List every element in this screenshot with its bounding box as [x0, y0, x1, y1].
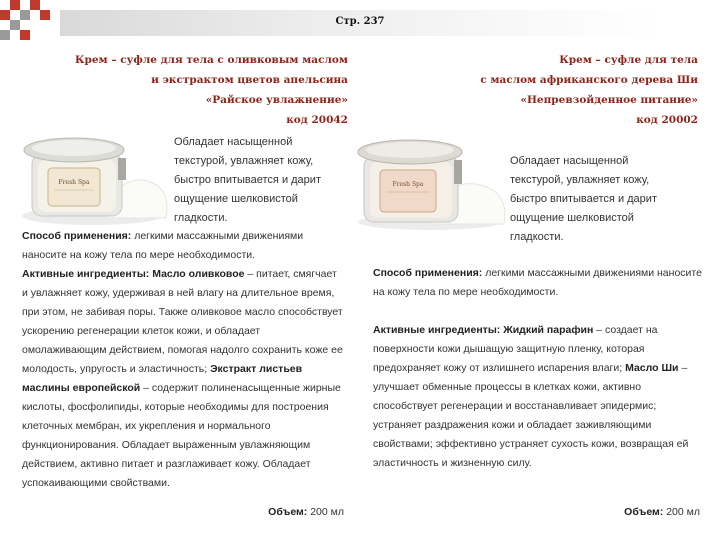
title-line: Крем – суфле для тела с оливковым маслом	[74, 54, 348, 66]
usage-text: легкими массажными движениями наносите на кожу тела по мере необходимости.	[373, 267, 702, 298]
ingredient2-name: Масло Ши	[625, 362, 679, 374]
title-line: «Непревзойденное питание»	[520, 94, 698, 106]
ingredient2-name: Экстракт листьев маслины европейской	[22, 363, 303, 394]
page-label: Стр. 237	[335, 16, 385, 27]
feature-text-right: Обладает насыщенной текстурой, увлажняет кожу, быстро впитывается и дарит ощущение шелковистой гладкости.	[510, 155, 657, 243]
product-title-right	[420, 50, 698, 130]
ingredients-label: Активные ингредиенты: Жидкий парафин	[373, 324, 594, 336]
product-title-left	[60, 50, 348, 130]
title-line: с маслом африканского дерева Ши	[480, 74, 698, 86]
usage-label: Способ применения:	[22, 230, 132, 242]
title-line: Крем – суфле для тела	[559, 54, 698, 66]
volume-value: 200 мл	[663, 506, 700, 518]
volume-value: 200 мл	[307, 506, 344, 518]
volume-left	[200, 506, 344, 518]
ingredients-text: – создает на поверхности кожи дышащую защитную пленку, которая предохраняет кожу от излишнего испарения влаги;	[373, 324, 658, 374]
ingredient2-text: – содержит полиненасыщенные жирные кислоты, фосфолипиды, которые необходимы для построения клеточных мембран, их укрепления и нормального функционирования. Обладает выраженным увлажняющим действием, активно питает и разглаживает кожу. Обладает успокаивающими свойствами.	[22, 382, 341, 489]
description-right	[373, 264, 703, 473]
title-line: код 20042	[286, 114, 348, 126]
ingredients-text: – питает, смягчает и увлажняет кожу, удерживая в ней влагу на длительное время, при этом, не забивая поры. Также оливковое масло способствует ускорению регенерации клеток кожи, и обладает омолаживающим действием, помогая надолго сохранить коже ее молодость, упругость и эластичность;	[22, 268, 343, 375]
description-left	[22, 227, 344, 493]
title-line: код 20002	[636, 114, 698, 126]
product-jar-image-left	[14, 128, 172, 228]
feature-text-left: Обладает насыщенной текстурой, увлажняет кожу, быстро впитывается и дарит ощущение шелковистой гладкости.	[174, 136, 321, 224]
jar-label-text: Fresh Spa	[58, 179, 90, 186]
paragraph-gap	[373, 302, 703, 321]
product-jar-image-right	[350, 130, 510, 232]
volume-label: Объем:	[268, 506, 308, 518]
volume-right	[560, 506, 700, 518]
ingredients-label: Активные ингредиенты: Масло оливковое	[22, 268, 245, 280]
title-line: «Райское увлажнение»	[205, 94, 348, 106]
title-line: и экстрактом цветов апельсина	[151, 74, 348, 86]
ingredient2-text: – улучшает обменные процессы в клетках кожи, активно способствует регенерации и восстанавливает эпидермис; устраняет раздражения кожи и обладает заживляющими свойствами; эффективно устраняет сухость кожи, возвращая ей эластичность и жизненную силу.	[373, 362, 689, 469]
usage-label: Способ применения:	[373, 267, 483, 279]
volume-label: Объем:	[624, 506, 664, 518]
usage-text: легкими массажными движениями наносите на кожу тела по мере необходимости.	[22, 230, 304, 261]
jar-label-text: Fresh Spa	[392, 181, 424, 188]
